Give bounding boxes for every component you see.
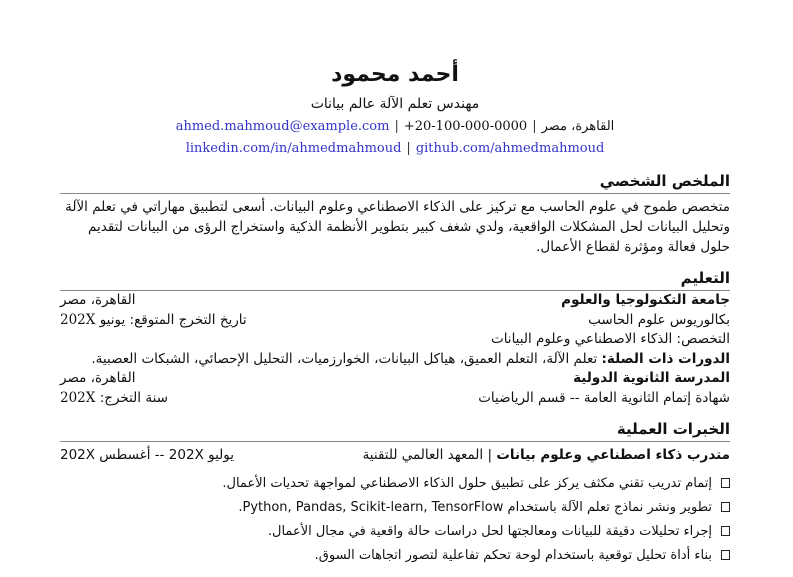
school-location: القاهرة، مصر bbox=[60, 370, 136, 386]
bullet-icon bbox=[721, 526, 730, 536]
contact-line-2: linkedin.com/in/ahmedmahmoud | github.com/ahmedmahmoud bbox=[185, 141, 605, 156]
experience-org: المعهد العالمي للتقنية bbox=[362, 447, 484, 463]
degree-row bbox=[60, 311, 730, 331]
school-row bbox=[60, 369, 730, 389]
contact-line-1: القاهرة، مصر|ahmed.mahmoud@example.com | +20-100-000-0000 bbox=[175, 119, 615, 134]
bullet-text: تطوير ونشر نماذج تعلم الآلة باستخدام Python, Pandas, Scikit-learn, TensorFlow. bbox=[238, 499, 712, 515]
major-row bbox=[60, 330, 730, 350]
certificate-text: شهادة إتمام الثانوية العامة -- قسم الرياضيات bbox=[478, 389, 730, 406]
university-name: جامعة التكنولوجيا والعلوم bbox=[561, 292, 730, 308]
list-item bbox=[60, 472, 730, 496]
candidate-name: أحمد محمود bbox=[331, 62, 459, 87]
bullet-text: إتمام تدريب تقني مكثف يركز على تطبيق حلول الذكاء الاصطناعي لمواجهة تحديات الأعمال. bbox=[222, 475, 712, 491]
list-item bbox=[60, 544, 730, 568]
bullet-text: بناء أداة تحليل توقعية باستخدام لوحة تحكم تفاعلية لتصور اتجاهات السوق. bbox=[314, 547, 712, 563]
phone-text: +20-100-000-0000 bbox=[403, 119, 528, 134]
experience-date-start: يوليو 202X bbox=[168, 447, 234, 463]
graduation-expected-label: تاريخ التخرج المتوقع: يونيو bbox=[99, 311, 247, 328]
experience-role: متدرب ذكاء اصطناعي وعلوم بيانات bbox=[496, 447, 730, 463]
school-graduation-label: سنة التخرج: bbox=[99, 389, 168, 406]
school-name: المدرسة الثانوية الدولية bbox=[573, 370, 730, 386]
school-graduation-year: 202X bbox=[60, 389, 96, 406]
github-link[interactable]: github.com/ahmedmahmoud bbox=[415, 141, 605, 156]
experience-title: الخبرات العملية bbox=[60, 418, 730, 442]
graduation-expected bbox=[60, 311, 247, 331]
bullet-icon bbox=[721, 550, 730, 560]
linkedin-link[interactable]: linkedin.com/in/ahmedmahmoud bbox=[185, 141, 402, 156]
summary-text: متخصص طموح في علوم الحاسب مع تركيز على الذكاء الاصطناعي وعلوم البيانات. أسعى لتطبيق مهاراتي في تعلم الآلة وتحليل البيانات لحل المشكلات الواقعية، ولدي شغف كبير بتطوير الأنظمة الذكية واستخراج الرؤى من البيانات لتقديم حلول فعالة ومؤثرة لقطاع الأعمال. bbox=[65, 199, 730, 255]
experience-bullets bbox=[60, 472, 730, 568]
major-text: التخصص: الذكاء الاصطناعي وعلوم البيانات bbox=[490, 331, 730, 347]
experience-date-end: أغسطس 202X bbox=[60, 447, 151, 463]
degree-text: بكالوريوس علوم الحاسب bbox=[588, 311, 730, 328]
education-title: التعليم bbox=[60, 267, 730, 291]
resume-page bbox=[60, 58, 730, 568]
courses-row bbox=[60, 350, 730, 370]
email-link[interactable]: ahmed.mahmoud@example.com bbox=[175, 119, 390, 134]
bullet-text: إجراء تحليلات دقيقة للبيانات ومعالجتها لحل دراسات حالة واقعية في مجال الأعمال. bbox=[267, 523, 712, 539]
university-location: القاهرة، مصر bbox=[60, 292, 136, 308]
experience-dates bbox=[60, 446, 234, 466]
graduation-expected-year: 202X bbox=[60, 311, 96, 328]
location-text: القاهرة، مصر bbox=[541, 119, 615, 134]
courses-text: تعلم الآلة، التعلم العميق، هياكل البيانات، الخوارزميات، التحليل الإحصائي، الشبكات العصبية. bbox=[91, 350, 598, 367]
experience-date-sep: -- bbox=[154, 447, 165, 463]
list-item bbox=[60, 520, 730, 544]
summary-title: الملخص الشخصي bbox=[60, 170, 730, 194]
certificate-row bbox=[60, 389, 730, 409]
bullet-icon bbox=[721, 502, 730, 512]
school-graduation bbox=[60, 389, 168, 409]
candidate-tagline: مهندس تعلم الآلة عالم بيانات bbox=[310, 96, 480, 112]
experience-row bbox=[60, 446, 730, 466]
courses-label: الدورات ذات الصلة: bbox=[601, 350, 730, 367]
resume-header bbox=[60, 58, 730, 160]
list-item bbox=[60, 496, 730, 520]
university-row bbox=[60, 291, 730, 311]
bullet-icon bbox=[721, 478, 730, 488]
experience-role-org: متدرب ذكاء اصطناعي وعلوم بيانات | المعهد العالمي للتقنية bbox=[362, 447, 730, 463]
